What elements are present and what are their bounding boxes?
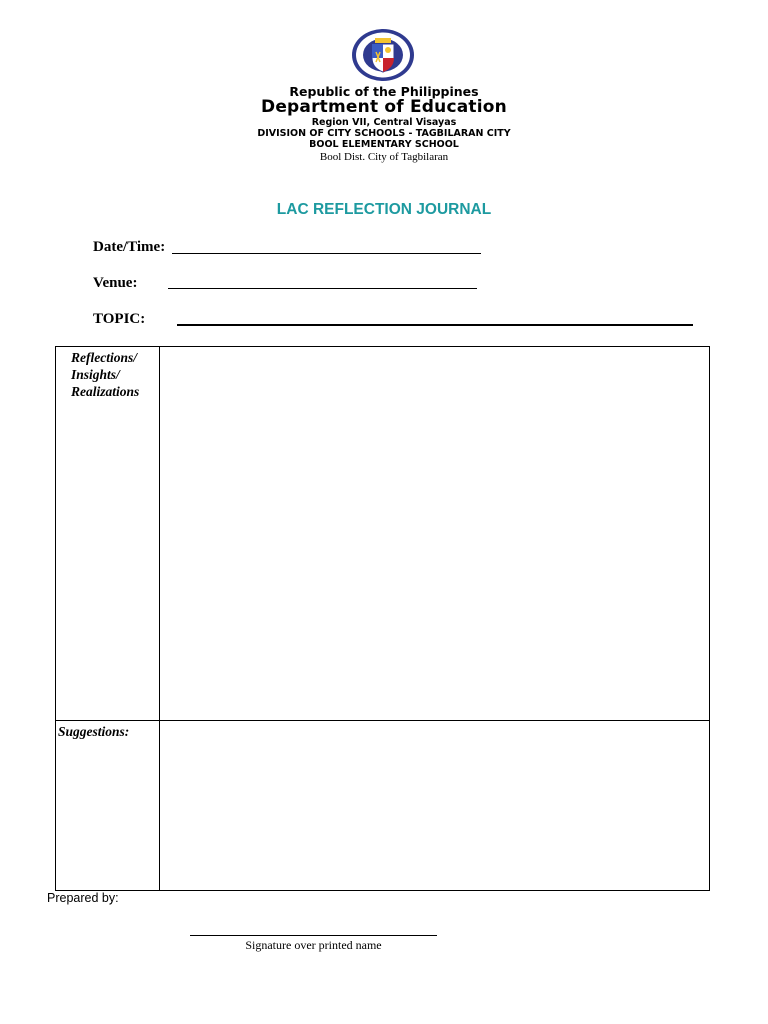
topic-label: TOPIC: [93, 311, 146, 327]
topic-field[interactable] [177, 324, 693, 326]
page-title: LAC REFLECTION JOURNAL [276, 201, 492, 218]
school-name: BOOL ELEMENTARY SCHOOL [309, 139, 459, 150]
datetime-label: Date/Time: [93, 239, 166, 255]
republic-line: Republic of the Philippines [289, 84, 479, 99]
venue-field[interactable] [168, 288, 477, 289]
reflections-label: Reflections/ Insights/ Realizations [71, 350, 140, 399]
district-line: Bool Dist. City of Tagbilaran [319, 151, 449, 163]
reflection-table [55, 346, 710, 891]
venue-label: Venue: [93, 275, 138, 291]
reflections-input-area[interactable] [160, 347, 709, 720]
deped-seal-icon [350, 28, 416, 82]
signature-line[interactable] [190, 935, 437, 936]
signature-caption: Signature over printed name [245, 938, 382, 952]
suggestions-input-area[interactable] [160, 721, 709, 890]
region-line: Region VII, Central Visayas [311, 117, 457, 128]
suggestions-label: Suggestions: [58, 724, 130, 739]
department-name: Department of Education [261, 97, 507, 117]
division-line: DIVISION OF CITY SCHOOLS - TAGBILARAN CITY [257, 128, 511, 139]
datetime-field[interactable] [172, 253, 481, 254]
prepared-by-label: Prepared by: [47, 891, 119, 905]
